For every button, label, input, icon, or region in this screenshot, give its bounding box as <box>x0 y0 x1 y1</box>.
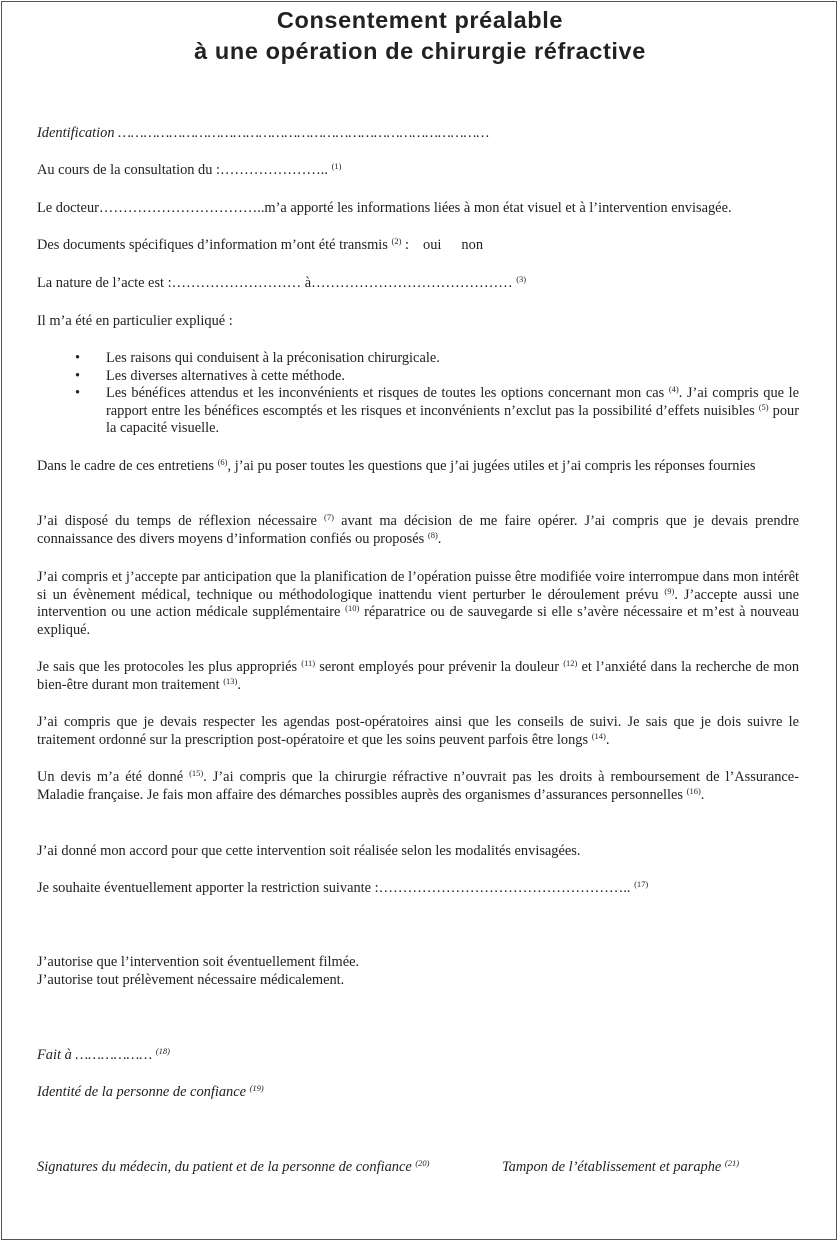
stamp-label: Tampon de l’établissement et paraphe <box>502 1159 725 1175</box>
paragraph-suivi <box>37 714 799 749</box>
note-ref-20: (20) <box>415 1158 430 1168</box>
p5-text-b: . <box>605 731 610 748</box>
accord-line: J’ai donné mon accord pour que cette intervention soit réalisée selon les modalités envisagées. <box>37 843 581 859</box>
note-ref-15: (15) <box>189 768 204 778</box>
p4-text-c: et l’anxiété dans la recherche de mon bien-être durant mon traitement <box>37 659 800 693</box>
trusted-person-label: Identité de la personne de confiance <box>37 1084 250 1100</box>
note-ref-9: (9) <box>664 585 675 596</box>
list-item <box>37 350 799 368</box>
consultation-date-line <box>37 162 799 180</box>
identification-field: Identification …………………………………………………………………………… <box>37 125 490 141</box>
option-non: non <box>461 237 484 253</box>
bullet-text-2: Les diverses alternatives à cette méthode. <box>106 367 345 384</box>
fait-a-field <box>37 1047 799 1065</box>
p3-text-b: . J’accepte aussi une intervention ou une action médicale supplémentaire <box>37 586 799 620</box>
option-oui: oui <box>423 237 442 253</box>
p3-text-a: J’ai compris et j’accepte par anticipation que la planification de l’opération puisse être modifiée voire interrompue dans mon intérêt si un évènement médical, technique ou méthodologique inattendu vient perturber le déroulement prévu <box>37 569 799 603</box>
p5-text-a: J’ai compris que je devais respecter les agendas post-opératoires ainsi que les conseils de suivi. Je sais que je dois suivre le traitement ordonné sur la prescription post-opératoire et que les soins peuvent parfois être longs <box>37 714 799 748</box>
p6-text-c: . <box>700 786 705 803</box>
note-ref-7: (7) <box>324 512 334 522</box>
explained-heading: Il m’a été en particulier expliqué : <box>37 313 233 329</box>
consent-form-page <box>1 1 837 1240</box>
bullet-icon: • <box>75 367 81 384</box>
documents-label: Des documents spécifiques d’information m’ont été transmis <box>37 237 392 253</box>
title-line-1: Consentement préalable <box>276 7 564 33</box>
note-ref-2: (2) <box>391 236 402 246</box>
note-ref-14: (14) <box>591 730 606 741</box>
note-ref-19: (19) <box>249 1083 264 1093</box>
signatures-label: Signatures du médecin, du patient et de la personne de confiance <box>37 1159 416 1175</box>
note-ref-12: (12) <box>563 658 578 668</box>
note-ref-18: (18) <box>155 1046 170 1056</box>
list-item <box>37 368 799 386</box>
p2-text-b: avant ma décision de me faire opérer. J’ai compris que je devais prendre connaissance des divers moyens d’information confiés ou proposés <box>37 513 800 547</box>
p6-text-b: . J’ai compris que la chirurgie réfractive n’ouvrait pas les droits à remboursement de l’Assurance-Maladie française. Je fais mon affaire des démarches possibles auprès des organismes d’assurances personnelles <box>37 769 799 803</box>
note-ref-5: (5) <box>758 401 769 412</box>
p4-text-d: . <box>237 676 241 693</box>
bullet-text-3b: . J’ai compris que le rapport entre les bénéfices escomptés et les risques et inconvénients n’exclut pas la possibilité d’effets nuisibles <box>106 385 800 419</box>
note-ref-4: (4) <box>668 384 679 394</box>
signatures-field <box>37 1159 430 1177</box>
bullet-text-3a: Les bénéfices attendus et les inconvénients et risques de toutes les options concernant mon cas <box>106 385 669 401</box>
p1-text-a: Dans le cadre de ces entretiens <box>37 458 218 474</box>
fait-label: Fait à ……………… <box>37 1047 156 1063</box>
paragraph-protocoles <box>37 659 799 694</box>
bullet-icon: • <box>75 385 81 401</box>
nature-line <box>37 275 799 293</box>
p4-text-a: Je sais que les protocoles les plus appropriés <box>37 659 302 675</box>
documents-line <box>37 237 799 255</box>
nature-label: La nature de l’acte est :……………………… à…………………………………… <box>37 275 517 291</box>
bullet-icon: • <box>75 350 81 366</box>
consultation-label: Au cours de la consultation du :………………….. <box>37 162 332 178</box>
film-authorization: J’autorise que l’intervention soit éventuellement filmée. <box>37 954 360 970</box>
explanation-list <box>37 350 799 438</box>
bullet-text-3c: pour la capacité visuelle. <box>106 402 799 436</box>
note-ref-8: (8) <box>427 529 438 540</box>
doctor-line: Le docteur……………………………..m’a apporté les informations liées à mon état visuel et à l’intervention envisagée. <box>37 200 732 216</box>
sampling-authorization: J’autorise tout prélèvement nécessaire médicalement. <box>37 972 345 988</box>
note-ref-11: (11) <box>301 658 316 668</box>
documents-colon: : <box>401 237 410 253</box>
note-ref-1: (1) <box>331 161 342 171</box>
note-ref-3: (3) <box>516 274 527 284</box>
paragraph-devis <box>37 769 799 804</box>
note-ref-17: (17) <box>634 879 649 889</box>
note-ref-21: (21) <box>724 1158 740 1168</box>
note-ref-10: (10) <box>345 603 360 613</box>
paragraph-entretiens <box>37 458 799 476</box>
p3-text-c: réparatrice ou de sauvegarde si elle s’avère nécessaire et m’est à nouveau expliqué. <box>37 604 799 638</box>
list-item <box>37 385 799 438</box>
restriction-line <box>37 880 799 898</box>
restriction-label: Je souhaite éventuellement apporter la restriction suivante :…………………………………………….. <box>37 880 635 896</box>
p2-text-a: J’ai disposé du temps de réflexion nécessaire <box>37 513 325 529</box>
note-ref-6: (6) <box>217 457 228 467</box>
trusted-person-field <box>37 1084 799 1102</box>
paragraph-reflexion <box>37 513 799 548</box>
p2-text-c: . <box>437 530 442 547</box>
p4-text-b: seront employés pour prévenir la douleur <box>315 659 564 675</box>
note-ref-13: (13) <box>223 675 238 686</box>
paragraph-planification <box>37 569 799 639</box>
p6-text-a: Un devis m’a été donné <box>37 769 190 785</box>
note-ref-16: (16) <box>686 785 701 796</box>
bullet-text-1: Les raisons qui conduisent à la préconisation chirurgicale. <box>106 350 440 366</box>
title-line-2: à une opération de chirurgie réfractive <box>194 38 646 64</box>
stamp-field <box>502 1159 739 1176</box>
p1-text-b: , j’ai pu poser toutes les questions que j’ai jugées utiles et j’ai compris les réponses fournies <box>227 458 756 474</box>
